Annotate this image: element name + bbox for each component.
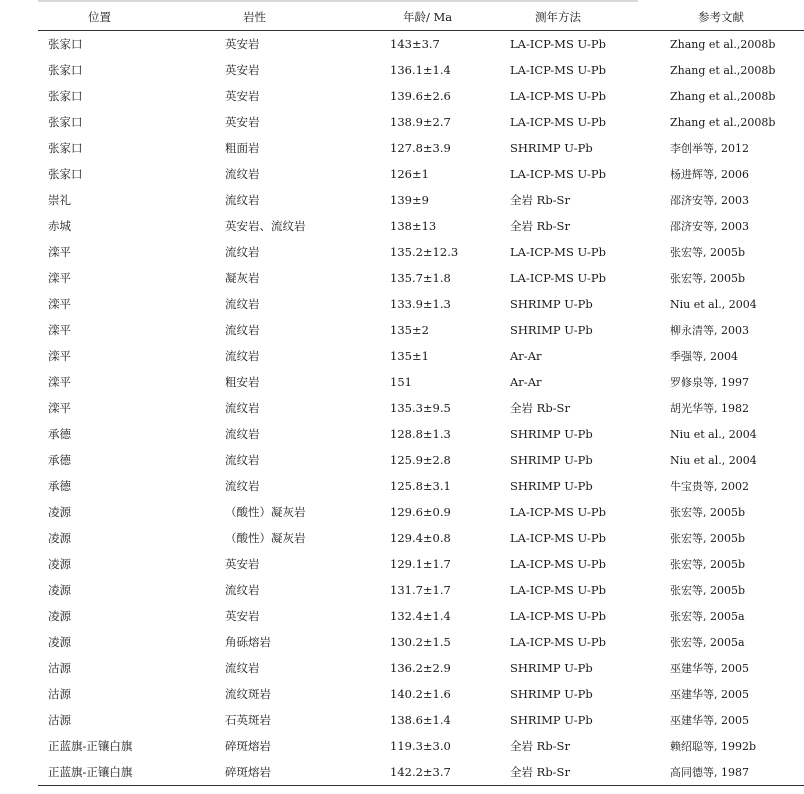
cell-location: 沽源 bbox=[48, 687, 71, 701]
cell-dating-method: LA-ICP-MS U-Pb bbox=[510, 37, 606, 51]
cell-lithology: 角砾熔岩 bbox=[225, 635, 271, 649]
cell-dating-method: LA-ICP-MS U-Pb bbox=[510, 531, 606, 545]
cell-reference: 巫建华等, 2005 bbox=[670, 688, 749, 701]
cell-age: 126±1 bbox=[390, 167, 429, 181]
cell-age: 136.1±1.4 bbox=[390, 63, 451, 77]
table-row bbox=[38, 681, 804, 707]
cell-reference: Niu et al., 2004 bbox=[670, 427, 757, 441]
cell-age: 135±2 bbox=[390, 323, 429, 337]
cell-age: 151 bbox=[390, 375, 412, 389]
cell-reference: Zhang et al.,2008b bbox=[670, 89, 776, 103]
cell-reference: 巫建华等, 2005 bbox=[670, 662, 749, 675]
cell-reference: 柳永清等, 2003 bbox=[670, 324, 749, 337]
table-row bbox=[38, 551, 804, 577]
cell-lithology: 英安岩、流纹岩 bbox=[225, 219, 306, 233]
cell-location: 崇礼 bbox=[48, 193, 71, 207]
table-row bbox=[38, 603, 804, 629]
cell-dating-method: SHRIMP U-Pb bbox=[510, 661, 593, 675]
cell-lithology: 流纹岩 bbox=[225, 245, 260, 259]
table-row bbox=[38, 707, 804, 733]
cell-lithology: 英安岩 bbox=[225, 115, 260, 129]
table-row bbox=[38, 187, 804, 213]
cell-lithology: 流纹岩 bbox=[225, 349, 260, 363]
header-age: 年龄/ Ma bbox=[383, 3, 503, 31]
cell-reference: 邵济安等, 2003 bbox=[670, 220, 749, 233]
cell-location: 张家口 bbox=[48, 115, 83, 129]
cell-location: 沽源 bbox=[48, 713, 71, 727]
cell-location: 张家口 bbox=[48, 167, 83, 181]
cell-lithology: 石英斑岩 bbox=[225, 713, 271, 727]
cell-lithology: 流纹岩 bbox=[225, 427, 260, 441]
cell-location: 滦平 bbox=[48, 349, 71, 363]
cell-lithology: （酸性）凝灰岩 bbox=[225, 531, 306, 545]
cell-location: 正蓝旗-正镶白旗 bbox=[38, 759, 221, 786]
cell-dating-method: 全岩 Rb-Sr bbox=[510, 193, 570, 207]
cell-age: 132.4±1.4 bbox=[390, 609, 451, 623]
table-row bbox=[38, 473, 804, 499]
header-location: 位置 bbox=[38, 3, 221, 31]
cell-reference: 胡光华等, 1982 bbox=[670, 402, 749, 415]
header-lithology: 岩性 bbox=[221, 3, 383, 31]
cell-reference: 高同德等, 1987 bbox=[670, 759, 804, 786]
cell-lithology: 流纹岩 bbox=[225, 323, 260, 337]
cell-age: 135±1 bbox=[390, 349, 429, 363]
cell-location: 凌源 bbox=[48, 531, 71, 545]
cell-dating-method: SHRIMP U-Pb bbox=[510, 453, 593, 467]
cell-dating-method: SHRIMP U-Pb bbox=[510, 297, 593, 311]
cell-lithology: 流纹岩 bbox=[225, 193, 260, 207]
cell-location: 张家口 bbox=[48, 89, 83, 103]
cell-age: 143±3.7 bbox=[390, 37, 440, 51]
cell-dating-method: LA-ICP-MS U-Pb bbox=[510, 115, 606, 129]
cell-dating-method: SHRIMP U-Pb bbox=[510, 713, 593, 727]
cell-lithology: 粗面岩 bbox=[225, 141, 260, 155]
table-row bbox=[38, 135, 804, 161]
table-row bbox=[38, 733, 804, 759]
cell-location: 凌源 bbox=[48, 505, 71, 519]
table-row bbox=[38, 369, 804, 395]
cell-dating-method: 全岩 Rb-Sr bbox=[503, 759, 670, 786]
cell-reference: Zhang et al.,2008b bbox=[670, 37, 776, 51]
table-row bbox=[38, 655, 804, 681]
cell-dating-method: SHRIMP U-Pb bbox=[510, 687, 593, 701]
cell-reference: 张宏等, 2005a bbox=[670, 610, 745, 623]
cell-lithology: 粗安岩 bbox=[225, 375, 260, 389]
cell-location: 赤城 bbox=[48, 219, 71, 233]
table-row bbox=[38, 421, 804, 447]
cell-reference: 邵济安等, 2003 bbox=[670, 194, 749, 207]
cell-dating-method: 全岩 Rb-Sr bbox=[510, 739, 570, 753]
cell-location: 张家口 bbox=[48, 63, 83, 77]
table-row bbox=[38, 109, 804, 135]
cell-lithology: 流纹斑岩 bbox=[225, 687, 271, 701]
cell-lithology: 流纹岩 bbox=[225, 583, 260, 597]
cell-reference: 罗修泉等, 1997 bbox=[670, 376, 749, 389]
cell-age: 130.2±1.5 bbox=[390, 635, 451, 649]
table-row bbox=[38, 629, 804, 655]
cell-location: 凌源 bbox=[48, 635, 71, 649]
cell-age: 135.2±12.3 bbox=[390, 245, 459, 259]
table-row bbox=[38, 447, 804, 473]
cell-age: 125.8±3.1 bbox=[390, 479, 451, 493]
cell-dating-method: LA-ICP-MS U-Pb bbox=[510, 557, 606, 571]
table-row bbox=[38, 161, 804, 187]
cell-reference: 张宏等, 2005b bbox=[670, 584, 746, 597]
cell-reference: 张宏等, 2005b bbox=[670, 246, 746, 259]
cell-location: 滦平 bbox=[48, 245, 71, 259]
cell-dating-method: Ar-Ar bbox=[510, 375, 542, 389]
cell-location: 承德 bbox=[48, 479, 71, 493]
cell-location: 凌源 bbox=[48, 583, 71, 597]
cell-lithology: 碎斑熔岩 bbox=[225, 739, 271, 753]
table-row bbox=[38, 239, 804, 265]
cell-age: 133.9±1.3 bbox=[390, 297, 451, 311]
cell-age: 131.7±1.7 bbox=[390, 583, 451, 597]
cell-location: 滦平 bbox=[48, 323, 71, 337]
cell-age: 128.8±1.3 bbox=[390, 427, 451, 441]
cell-dating-method: SHRIMP U-Pb bbox=[510, 323, 593, 337]
cell-location: 滦平 bbox=[48, 375, 71, 389]
cell-lithology: 流纹岩 bbox=[225, 479, 260, 493]
cell-location: 凌源 bbox=[48, 557, 71, 571]
cell-dating-method: LA-ICP-MS U-Pb bbox=[510, 271, 606, 285]
table-body bbox=[38, 31, 804, 786]
table-row bbox=[38, 343, 804, 369]
geochronology-table bbox=[38, 3, 804, 786]
cropped-caption-strip bbox=[38, 0, 638, 2]
cell-age: 140.2±1.6 bbox=[390, 687, 451, 701]
cell-age: 129.4±0.8 bbox=[390, 531, 451, 545]
cell-age: 125.9±2.8 bbox=[390, 453, 451, 467]
cell-lithology: 英安岩 bbox=[225, 89, 260, 103]
cell-dating-method: LA-ICP-MS U-Pb bbox=[510, 245, 606, 259]
cell-reference: 张宏等, 2005b bbox=[670, 272, 746, 285]
cell-age: 139.6±2.6 bbox=[390, 89, 451, 103]
header-reference: 参考文献 bbox=[670, 3, 804, 31]
cell-age: 135.7±1.8 bbox=[390, 271, 451, 285]
cell-dating-method: SHRIMP U-Pb bbox=[510, 427, 593, 441]
cell-reference: 张宏等, 2005b bbox=[670, 558, 746, 571]
table-row bbox=[38, 83, 804, 109]
header-dating-method: 测年方法 bbox=[503, 3, 670, 31]
cell-location: 承德 bbox=[48, 453, 71, 467]
cell-reference: 张宏等, 2005b bbox=[670, 532, 746, 545]
cell-lithology: 英安岩 bbox=[225, 37, 260, 51]
cell-location: 承德 bbox=[48, 427, 71, 441]
cell-lithology: 流纹岩 bbox=[225, 401, 260, 415]
cell-reference: 张宏等, 2005a bbox=[670, 636, 745, 649]
table-header-row bbox=[38, 3, 804, 31]
cell-reference: 李创举等, 2012 bbox=[670, 142, 749, 155]
table-row bbox=[38, 31, 804, 58]
cell-reference: Zhang et al.,2008b bbox=[670, 63, 776, 77]
table-row bbox=[38, 317, 804, 343]
cell-location: 凌源 bbox=[48, 609, 71, 623]
cell-lithology: 流纹岩 bbox=[225, 661, 260, 675]
cell-reference: 巫建华等, 2005 bbox=[670, 714, 749, 727]
cell-age: 138±13 bbox=[390, 219, 437, 233]
cell-dating-method: SHRIMP U-Pb bbox=[510, 141, 593, 155]
cell-reference: 季强等, 2004 bbox=[670, 350, 738, 363]
cell-lithology: 英安岩 bbox=[225, 609, 260, 623]
cell-lithology: （酸性）凝灰岩 bbox=[225, 505, 306, 519]
cell-reference: 杨进辉等, 2006 bbox=[670, 168, 749, 181]
cell-lithology: 英安岩 bbox=[225, 557, 260, 571]
cell-dating-method: LA-ICP-MS U-Pb bbox=[510, 63, 606, 77]
cell-lithology: 流纹岩 bbox=[225, 297, 260, 311]
cell-age: 127.8±3.9 bbox=[390, 141, 451, 155]
cell-dating-method: LA-ICP-MS U-Pb bbox=[510, 505, 606, 519]
cell-age: 142.2±3.7 bbox=[383, 759, 503, 786]
cell-reference: 牛宝贵等, 2002 bbox=[670, 480, 749, 493]
cell-lithology: 英安岩 bbox=[225, 63, 260, 77]
cell-location: 张家口 bbox=[48, 141, 83, 155]
cell-dating-method: Ar-Ar bbox=[510, 349, 542, 363]
table-row bbox=[38, 291, 804, 317]
cell-lithology: 碎斑熔岩 bbox=[221, 759, 383, 786]
table-row bbox=[38, 499, 804, 525]
cell-age: 139±9 bbox=[390, 193, 429, 207]
cell-location: 正蓝旗-正镶白旗 bbox=[48, 739, 133, 753]
cell-reference: Niu et al., 2004 bbox=[670, 297, 757, 311]
cell-dating-method: 全岩 Rb-Sr bbox=[510, 401, 570, 415]
cell-dating-method: 全岩 Rb-Sr bbox=[510, 219, 570, 233]
cell-dating-method: LA-ICP-MS U-Pb bbox=[510, 609, 606, 623]
cell-location: 滦平 bbox=[48, 401, 71, 415]
cell-location: 滦平 bbox=[48, 271, 71, 285]
cell-reference: Zhang et al.,2008b bbox=[670, 115, 776, 129]
table-row bbox=[38, 57, 804, 83]
cell-age: 119.3±3.0 bbox=[390, 739, 451, 753]
cell-age: 129.6±0.9 bbox=[390, 505, 451, 519]
cell-reference: 赖绍聪等, 1992b bbox=[670, 740, 757, 753]
cell-reference: 张宏等, 2005b bbox=[670, 506, 746, 519]
cell-age: 135.3±9.5 bbox=[390, 401, 451, 415]
cell-dating-method: LA-ICP-MS U-Pb bbox=[510, 89, 606, 103]
cell-age: 129.1±1.7 bbox=[390, 557, 451, 571]
cell-lithology: 凝灰岩 bbox=[225, 271, 260, 285]
cell-lithology: 流纹岩 bbox=[225, 453, 260, 467]
cell-age: 136.2±2.9 bbox=[390, 661, 451, 675]
cell-age: 138.6±1.4 bbox=[390, 713, 451, 727]
cell-dating-method: SHRIMP U-Pb bbox=[510, 479, 593, 493]
table-row bbox=[38, 577, 804, 603]
cell-dating-method: LA-ICP-MS U-Pb bbox=[510, 583, 606, 597]
table-row bbox=[38, 525, 804, 551]
cell-location: 沽源 bbox=[48, 661, 71, 675]
cell-lithology: 流纹岩 bbox=[225, 167, 260, 181]
table-row bbox=[38, 395, 804, 421]
cell-dating-method: LA-ICP-MS U-Pb bbox=[510, 635, 606, 649]
table-row bbox=[38, 265, 804, 291]
cell-location: 张家口 bbox=[48, 37, 83, 51]
cell-location: 滦平 bbox=[48, 297, 71, 311]
cell-reference: Niu et al., 2004 bbox=[670, 453, 757, 467]
table-row bbox=[38, 213, 804, 239]
cell-dating-method: LA-ICP-MS U-Pb bbox=[510, 167, 606, 181]
cell-age: 138.9±2.7 bbox=[390, 115, 451, 129]
table-row bbox=[38, 759, 804, 786]
